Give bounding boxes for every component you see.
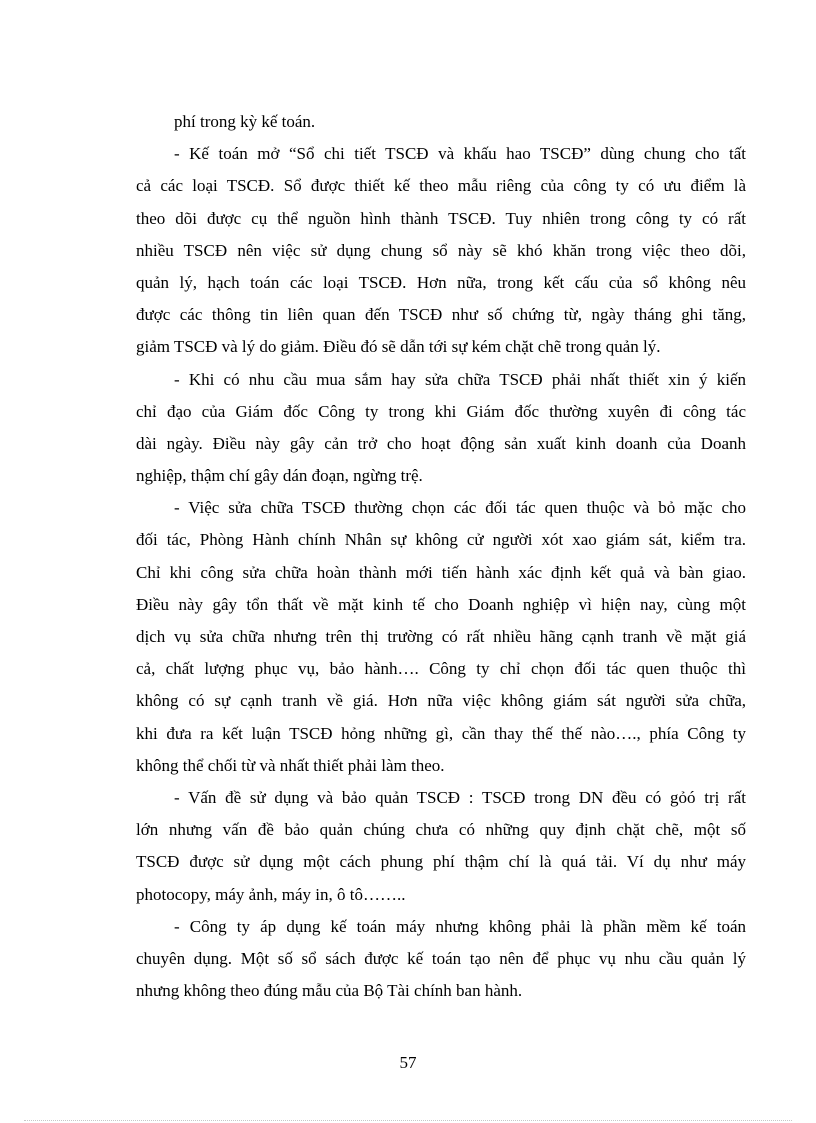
paragraph-first-line: - Việc sửa chữa TSCĐ thường chọn các đối tác quen thuộc và bỏ mặc cho xyxy=(174,498,746,518)
text-line: cả các loại TSCĐ. Sổ được thiết kế theo mẫu riêng của công ty có ưu điểm là xyxy=(136,176,746,196)
paragraph-first-line: - Khi có nhu cầu mua sắm hay sửa chữa TSCĐ phải nhất thiết xin ý kiến xyxy=(174,369,746,389)
text-line: cả, chất lượng phục vụ, bảo hành…. Công ty chỉ chọn đối tác quen thuộc thì xyxy=(136,659,746,679)
text-line: đối tác, Phòng Hành chính Nhân sự không cử người xót xao giám sát, kiểm tra. xyxy=(136,530,746,550)
paragraph-first-line: - Vấn đề sử dụng và bảo quản TSCĐ : TSCĐ trong DN đều có gỏó trị rất xyxy=(174,787,746,807)
page-number: 57 xyxy=(399,1053,417,1072)
text-line: chỉ đạo của Giám đốc Công ty trong khi Giám đốc thường xuyên đi công tác xyxy=(136,401,746,421)
paragraph-first-line: - Công ty áp dụng kế toán máy nhưng không phải là phần mềm kế toán xyxy=(174,916,746,936)
text-line: nghiệp, thậm chí gây dán đoạn, ngừng trệ. xyxy=(136,466,423,486)
text-line: theo dõi được cụ thể nguồn hình thành TSCĐ. Tuy nhiên trong công ty có rất xyxy=(136,208,746,228)
paragraph-first-line: - Kế toán mở “Sổ chi tiết TSCĐ và khấu hao TSCĐ” dùng chung cho tất xyxy=(174,144,746,164)
text-line: nhiều TSCĐ nên việc sử dụng chung sổ này sẽ khó khăn trong việc theo dõi, xyxy=(136,240,746,260)
text-line: TSCĐ được sử dụng một cách phung phí thậm chí là quá tải. Ví dụ như máy xyxy=(136,852,746,872)
document-body xyxy=(136,106,746,1007)
text-line: photocopy, máy ảnh, máy in, ô tô…….. xyxy=(136,884,406,904)
text-line: không thể chối từ và nhất thiết phải làm theo. xyxy=(136,755,445,775)
page-bottom-divider xyxy=(24,1120,792,1121)
text-line: chuyên dụng. Một số sổ sách được kế toán tạo nên để phục vụ nhu cầu quản lý xyxy=(136,948,746,968)
paragraph-first-line: phí trong kỳ kế toán. xyxy=(174,112,316,131)
text-line: giảm TSCĐ và lý do giảm. Điều đó sẽ dẫn tới sự kém chặt chẽ trong quản lý. xyxy=(136,337,661,357)
text-line: không có sự cạnh tranh về giá. Hơn nữa việc không giám sát người sửa chữa, xyxy=(136,691,746,711)
text-line: lớn nhưng vấn đề bảo quản chúng chưa có những quy định chặt chẽ, một số xyxy=(136,820,746,840)
text-line: được các thông tin liên quan đến TSCĐ như số chứng từ, ngày tháng ghi tăng, xyxy=(136,305,746,325)
text-line: Chỉ khi công sửa chữa hoàn thành mới tiến hành xác định kết quả và bàn giao. xyxy=(136,562,746,582)
text-line: khi đưa ra kết luận TSCĐ hỏng những gì, cần thay thế thế nào…., phía Công ty xyxy=(136,723,746,743)
text-line: dài ngày. Điều này gây cản trở cho hoạt động sản xuất kinh doanh của Doanh xyxy=(136,433,746,453)
text-line: quản lý, hạch toán các loại TSCĐ. Hơn nữa, trong kết cấu của sổ không nêu xyxy=(136,272,746,292)
text-line: dịch vụ sửa chữa nhưng trên thị trường có rất nhiều hãng cạnh tranh về mặt giá xyxy=(136,627,746,646)
text-line: Điều này gây tổn thất về mặt kinh tế cho Doanh nghiệp vì hiện nay, cùng một xyxy=(136,594,746,614)
text-line: nhưng không theo đúng mẫu của Bộ Tài chính ban hành. xyxy=(136,981,523,1001)
